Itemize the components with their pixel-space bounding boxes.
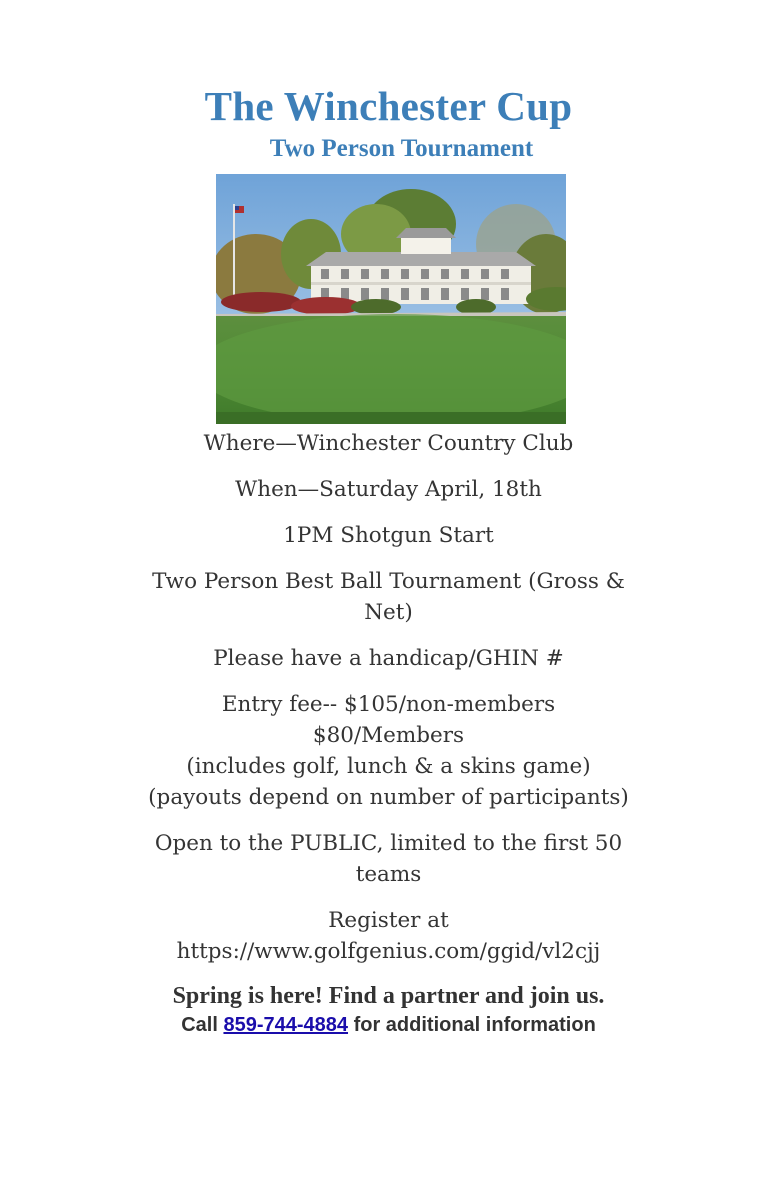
entry-fee-line: $80/Members bbox=[312, 723, 465, 748]
entry-fee-line: (payouts depend on number of participants) bbox=[148, 785, 629, 810]
page-title: The Winchester Cup bbox=[204, 83, 573, 129]
entry-fee-line: (includes golf, lunch & a skins game) bbox=[186, 754, 591, 779]
closing-line: Spring is here! Find a partner and join us. bbox=[172, 983, 605, 1009]
page-subtitle: Two Person Tournament bbox=[269, 135, 534, 162]
entry-fee-line: Entry fee-- $105/non-members bbox=[221, 692, 556, 717]
open-public-line: teams bbox=[355, 862, 422, 887]
call-prefix: Call bbox=[181, 1014, 218, 1036]
event-start: 1PM Shotgun Start bbox=[283, 523, 494, 548]
event-location: Where—Winchester Country Club bbox=[203, 431, 574, 456]
clubhouse-photo bbox=[216, 174, 566, 424]
event-format bbox=[80, 566, 697, 628]
register-url[interactable]: https://www.golfgenius.com/ggid/vl2cjj bbox=[176, 939, 601, 964]
register-label: Register at bbox=[328, 908, 449, 933]
open-public-note bbox=[80, 828, 697, 890]
phone-link[interactable]: 859-744-4884 bbox=[223, 1014, 349, 1036]
entry-fee bbox=[80, 689, 697, 813]
event-date: When—Saturday April, 18th bbox=[235, 477, 542, 502]
event-format-line: Two Person Best Ball Tournament (Gross & bbox=[152, 569, 625, 594]
event-format-line: Net) bbox=[364, 600, 413, 625]
handicap-note: Please have a handicap/GHIN # bbox=[213, 646, 564, 671]
registration bbox=[80, 905, 697, 967]
event-details bbox=[80, 428, 697, 982]
contact-line bbox=[0, 1014, 777, 1037]
open-public-line: Open to the PUBLIC, limited to the first 50 bbox=[154, 831, 623, 856]
call-suffix: for additional information bbox=[353, 1014, 596, 1036]
